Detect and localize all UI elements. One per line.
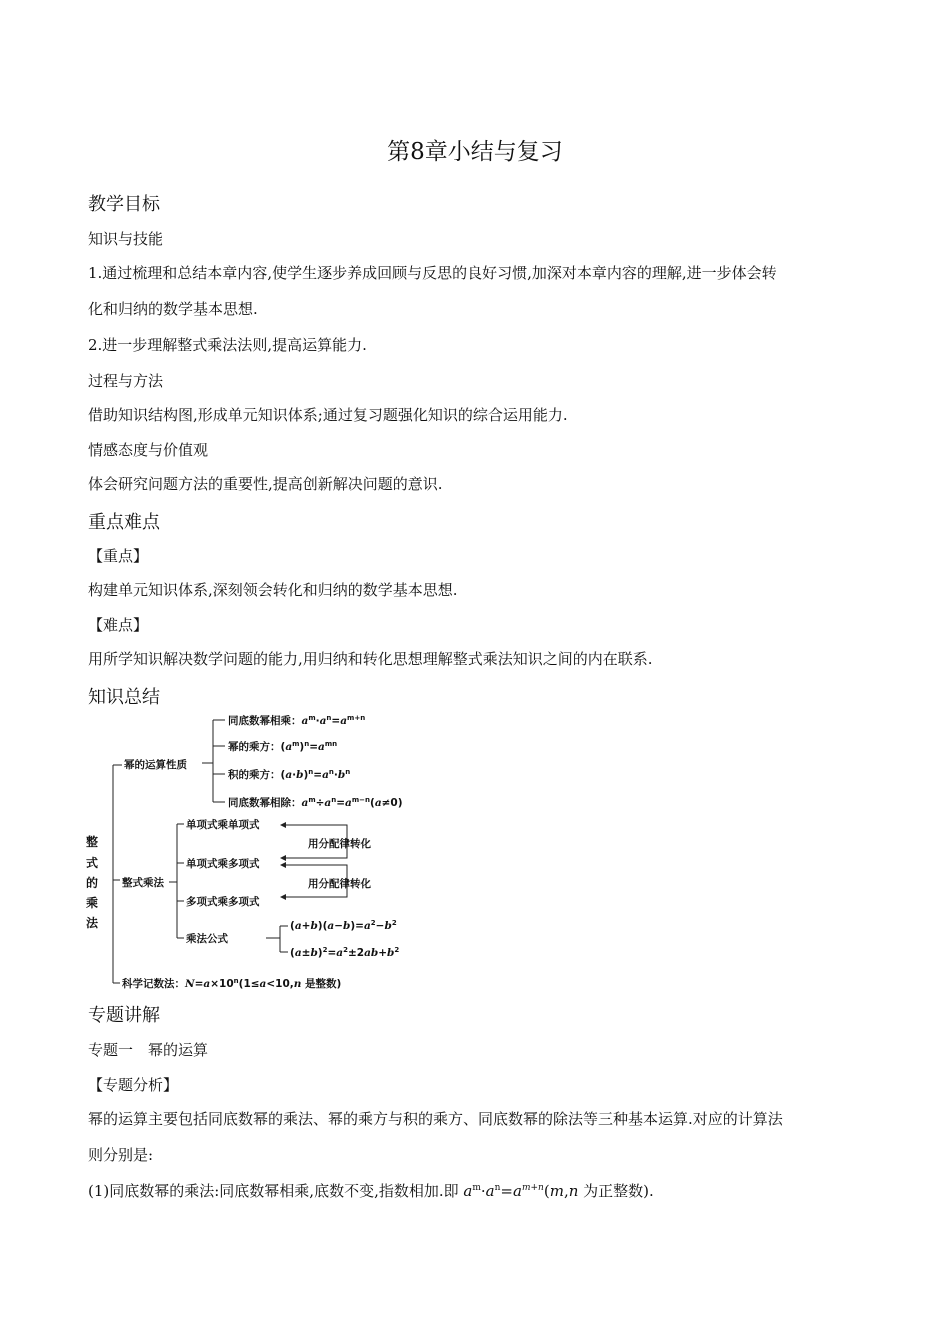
distribute-label-1: 用分配律转化 [308, 838, 371, 850]
poly-mult-label: 整式乘法 [122, 877, 164, 889]
formula-square-diff: $(a+b)(a-b)=a^2-b^2$ [290, 919, 397, 932]
sci-notation-label: 科学记数法：$N=a\times 10^n(1\le a<10,n$ 是整数) [122, 977, 342, 990]
rule-1: (1)同底数幂的乘法:同底数幂相乘,底数不变,指数相加.即 $a^m\cdot a^n=a^{m+n}(m,n$ 为正整数). [88, 1182, 654, 1200]
key-label: 【重点】 [88, 547, 149, 565]
topic-1-title: 专题一 幂的运算 [88, 1041, 209, 1059]
root-char-1: 整 [86, 835, 99, 849]
analysis-label: 【专题分析】 [88, 1076, 179, 1094]
power-item-4: 同底数幂相除：$a^m\div a^n=a^{m-n}(a\ne 0)$ [228, 796, 403, 809]
paragraph-process: 借助知识结构图,形成单元知识体系;通过复习题强化知识的综合运用能力. [88, 406, 568, 424]
subheading-attitude: 情感态度与价值观 [88, 441, 209, 459]
page-title: 第8章小结与复习 [387, 139, 563, 165]
root-char-5: 法 [86, 916, 99, 930]
section-heading-goals: 教学目标 [88, 194, 160, 215]
root-char-2: 式 [86, 856, 99, 870]
power-item-1: 同底数幂相乘：$a^m\cdot a^n=a^{m+n}$ [228, 714, 366, 727]
difficult-label: 【难点】 [88, 616, 149, 634]
knowledge-structure-diagram [80, 708, 403, 998]
subheading-knowledge: 知识与技能 [88, 230, 164, 248]
poly-item-mono-mono: 单项式乘单项式 [186, 819, 260, 831]
power-ops-label: 幂的运算性质 [124, 759, 187, 771]
subheading-process: 过程与方法 [88, 372, 164, 390]
power-item-2: 幂的乘方：$(a^m)^n=a^{mn}$ [228, 740, 338, 753]
root-char-4: 乘 [86, 896, 99, 910]
paragraph-knowledge-1b: 化和归纳的数学基本思想. [88, 300, 258, 318]
analysis-text-1: 幂的运算主要包括同底数幂的乘法、幂的乘方与积的乘方、同底数幂的除法等三种基本运算.对应的计算法 [88, 1110, 783, 1128]
section-heading-keypoints: 重点难点 [88, 512, 160, 533]
poly-item-formulas: 乘法公式 [186, 933, 228, 945]
analysis-text-2: 则分别是: [88, 1146, 154, 1164]
poly-item-mono-poly: 单项式乘多项式 [186, 858, 260, 870]
distribute-label-2: 用分配律转化 [308, 878, 371, 890]
power-item-3: 积的乘方：$(a\cdot b)^n=a^n\cdot b^n$ [228, 768, 351, 781]
paragraph-knowledge-1a: 1.通过梳理和总结本章内容,使学生逐步养成回顾与反思的良好习惯,加深对本章内容的理解,进一步体会转 [88, 264, 777, 282]
root-char-3: 的 [86, 876, 99, 890]
poly-item-poly-poly: 多项式乘多项式 [186, 896, 260, 908]
formula-perfect-square: $(a\pm b)^2=a^2\pm 2ab+b^2$ [290, 946, 400, 959]
difficult-text: 用所学知识解决数学问题的能力,用归纳和转化思想理解整式乘法知识之间的内在联系. [88, 650, 653, 668]
key-text: 构建单元知识体系,深刻领会转化和归纳的数学基本思想. [88, 581, 458, 599]
section-heading-topics: 专题讲解 [88, 1005, 160, 1026]
section-heading-summary: 知识总结 [88, 687, 160, 708]
paragraph-knowledge-2: 2.进一步理解整式乘法法则,提高运算能力. [88, 336, 367, 354]
paragraph-attitude: 体会研究问题方法的重要性,提高创新解决问题的意识. [88, 475, 443, 493]
